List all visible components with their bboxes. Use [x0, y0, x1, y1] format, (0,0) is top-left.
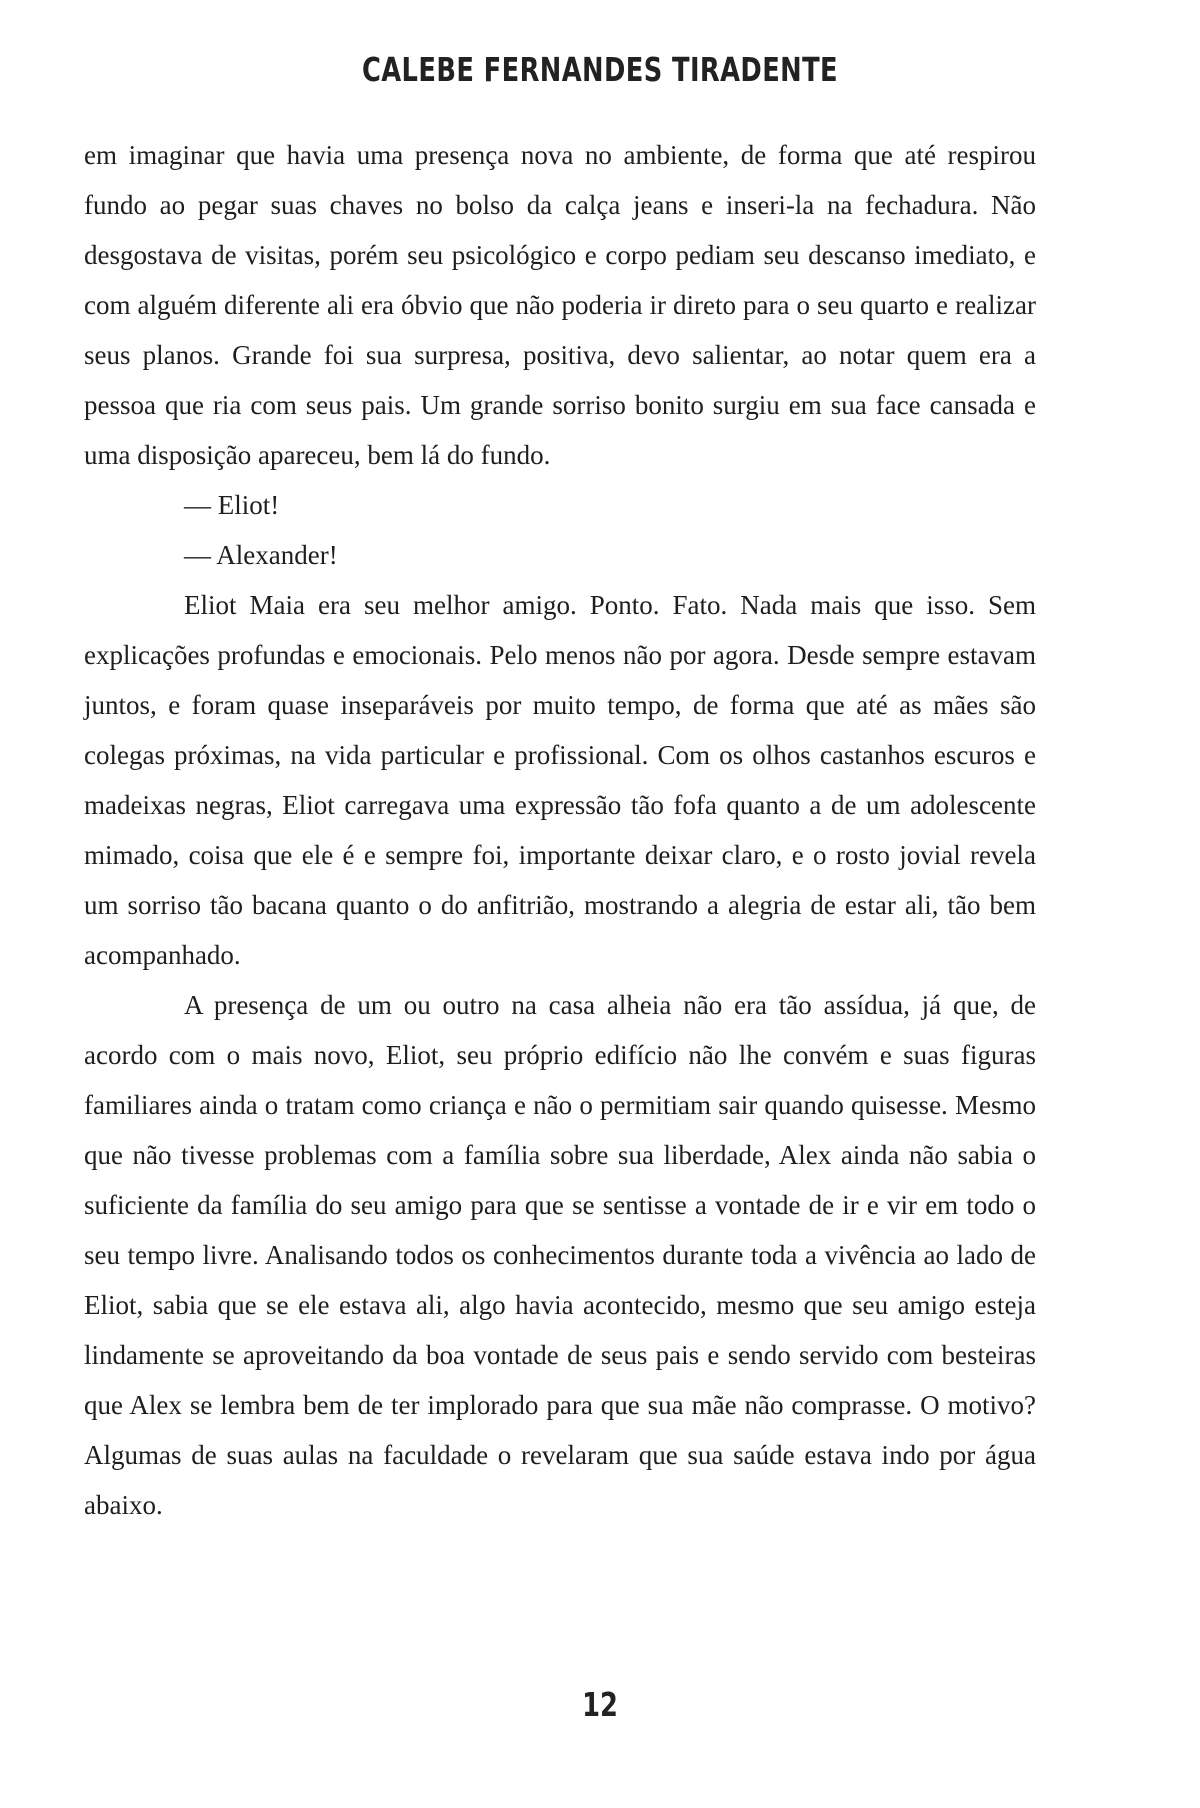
body-text: [84, 130, 1036, 1530]
dialogue-line: — Eliot!: [184, 490, 280, 520]
page-number: 12: [582, 1685, 618, 1724]
dialogue-line: — Alexander!: [184, 540, 338, 570]
paragraph: Eliot Maia era seu melhor amigo. Ponto. Fato. Nada mais que isso. Sem explicações profundas e emocionais. Pelo menos não por agora. Desde sempre estavam juntos, e foram quase inseparáveis por muito tempo, de forma que até as mães são colegas próximas, na vida particular e profissional. Com os olhos castanhos escuros e madeixas negras, Eliot carregava uma expressão tão fofa quanto a de um adolescente mimado, coisa que ele é e sempre foi, importante deixar claro, e o rosto jovial revela um sorriso tão bacana quanto o do anfitrião, mostrando a alegria de estar ali, tão bem acompanhado.: [84, 590, 1036, 970]
running-head: CALEBE FERNANDES TIRADENTE: [361, 50, 839, 89]
paragraph: A presença de um ou outro na casa alheia não era tão assídua, já que, de acordo com o mais novo, Eliot, seu próprio edifício não lhe convém e suas figuras familiares ainda o tratam como criança e não o permitiam sair quando quisesse. Mesmo que não tivesse problemas com a família sobre sua liberdade, Alex ainda não sabia o suficiente da família do seu amigo para que se sentisse a vontade de ir e vir em todo o seu tempo livre. Analisando todos os conhecimentos durante toda a vivência ao lado de Eliot, sabia que se ele estava ali, algo havia acontecido, mesmo que seu amigo esteja lindamente se aproveitando da boa vontade de seus pais e sendo servido com besteiras que Alex se lembra bem de ter implorado para que sua mãe não comprasse. O motivo? Algumas de suas aulas na faculdade o revelaram que sua saúde estava indo por água abaixo.: [84, 990, 1036, 1520]
paragraph: em imaginar que havia uma presença nova no ambiente, de forma que até respirou fundo ao pegar suas chaves no bolso da calça jeans e inseri-la na fechadura. Não desgostava de visitas, porém seu psicológico e corpo pediam seu descanso imediato, e com alguém diferente ali era óbvio que não poderia ir direto para o seu quarto e realizar seus planos. Grande foi sua surpresa, positiva, devo salientar, ao notar quem era a pessoa que ria com seus pais. Um grande sorriso bonito surgiu em sua face cansada e uma disposição apareceu, bem lá do fundo.: [84, 140, 1036, 470]
